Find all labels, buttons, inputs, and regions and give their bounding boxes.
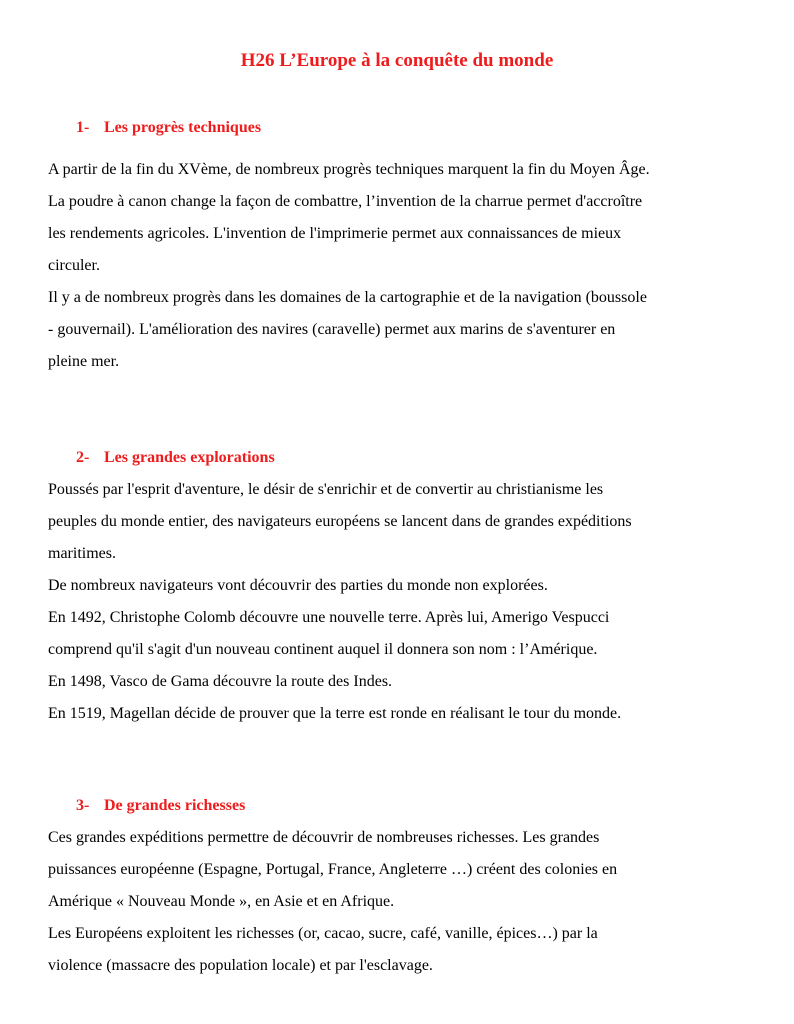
section-body-grandes-explorations xyxy=(48,474,768,730)
section-heading-grandes-richesses xyxy=(76,795,245,817)
section-number: 2- xyxy=(76,449,90,466)
paragraph-line: pleine mer. xyxy=(48,353,120,370)
paragraph-line: La poudre à canon change la façon de combattre, l’invention de la charrue permet d'accroître xyxy=(48,193,643,210)
paragraph-line: - gouvernail). L'amélioration des navires (caravelle) permet aux marins de s'aventurer en xyxy=(48,321,616,338)
section-number: 1- xyxy=(76,119,90,136)
section-body-progres-techniques xyxy=(48,154,768,378)
paragraph-line: Il y a de nombreux progrès dans les domaines de la cartographie et de la navigation (boussole xyxy=(48,289,647,306)
paragraph-line: En 1519, Magellan décide de prouver que la terre est ronde en réalisant le tour du monde. xyxy=(48,705,622,722)
paragraph-line: circuler. xyxy=(48,257,100,274)
section-title: Les grandes explorations xyxy=(104,449,275,466)
paragraph-line: Ces grandes expéditions permettre de découvrir de nombreuses richesses. Les grandes xyxy=(48,829,600,846)
section-body-grandes-richesses xyxy=(48,822,768,982)
paragraph-line: peuples du monde entier, des navigateurs européens se lancent dans de grandes expéditions xyxy=(48,513,632,530)
section-heading-grandes-explorations xyxy=(76,447,275,469)
section-number: 3- xyxy=(76,797,90,814)
section-heading-progres-techniques xyxy=(76,117,261,139)
paragraph-line: A partir de la fin du XVème, de nombreux progrès techniques marquent la fin du Moyen Âge. xyxy=(48,161,650,178)
paragraph-line: puissances européenne (Espagne, Portugal, France, Angleterre …) créent des colonies en xyxy=(48,861,618,878)
paragraph-line: En 1492, Christophe Colomb découvre une nouvelle terre. Après lui, Amerigo Vespucci xyxy=(48,609,610,626)
paragraph-line: violence (massacre des population locale) et par l'esclavage. xyxy=(48,957,433,974)
page-title: H26 L’Europe à la conquête du monde xyxy=(240,50,554,71)
paragraph-line: comprend qu'il s'agit d'un nouveau continent auquel il donnera son nom : l’Amérique. xyxy=(48,641,598,658)
section-title: Les progrès techniques xyxy=(104,119,262,136)
paragraph-line: Amérique « Nouveau Monde », en Asie et en Afrique. xyxy=(48,893,395,910)
section-title: De grandes richesses xyxy=(104,797,246,814)
paragraph-line: maritimes. xyxy=(48,545,116,562)
paragraph-line: De nombreux navigateurs vont découvrir des parties du monde non explorées. xyxy=(48,577,548,594)
paragraph-line: les rendements agricoles. L'invention de l'imprimerie permet aux connaissances de mieux xyxy=(48,225,622,242)
paragraph-line: Les Européens exploitent les richesses (or, cacao, sucre, café, vanille, épices…) par la xyxy=(48,925,598,942)
paragraph-line: En 1498, Vasco de Gama découvre la route des Indes. xyxy=(48,673,393,690)
paragraph-line: Poussés par l'esprit d'aventure, le désir de s'enrichir et de convertir au christianisme les xyxy=(48,481,604,498)
